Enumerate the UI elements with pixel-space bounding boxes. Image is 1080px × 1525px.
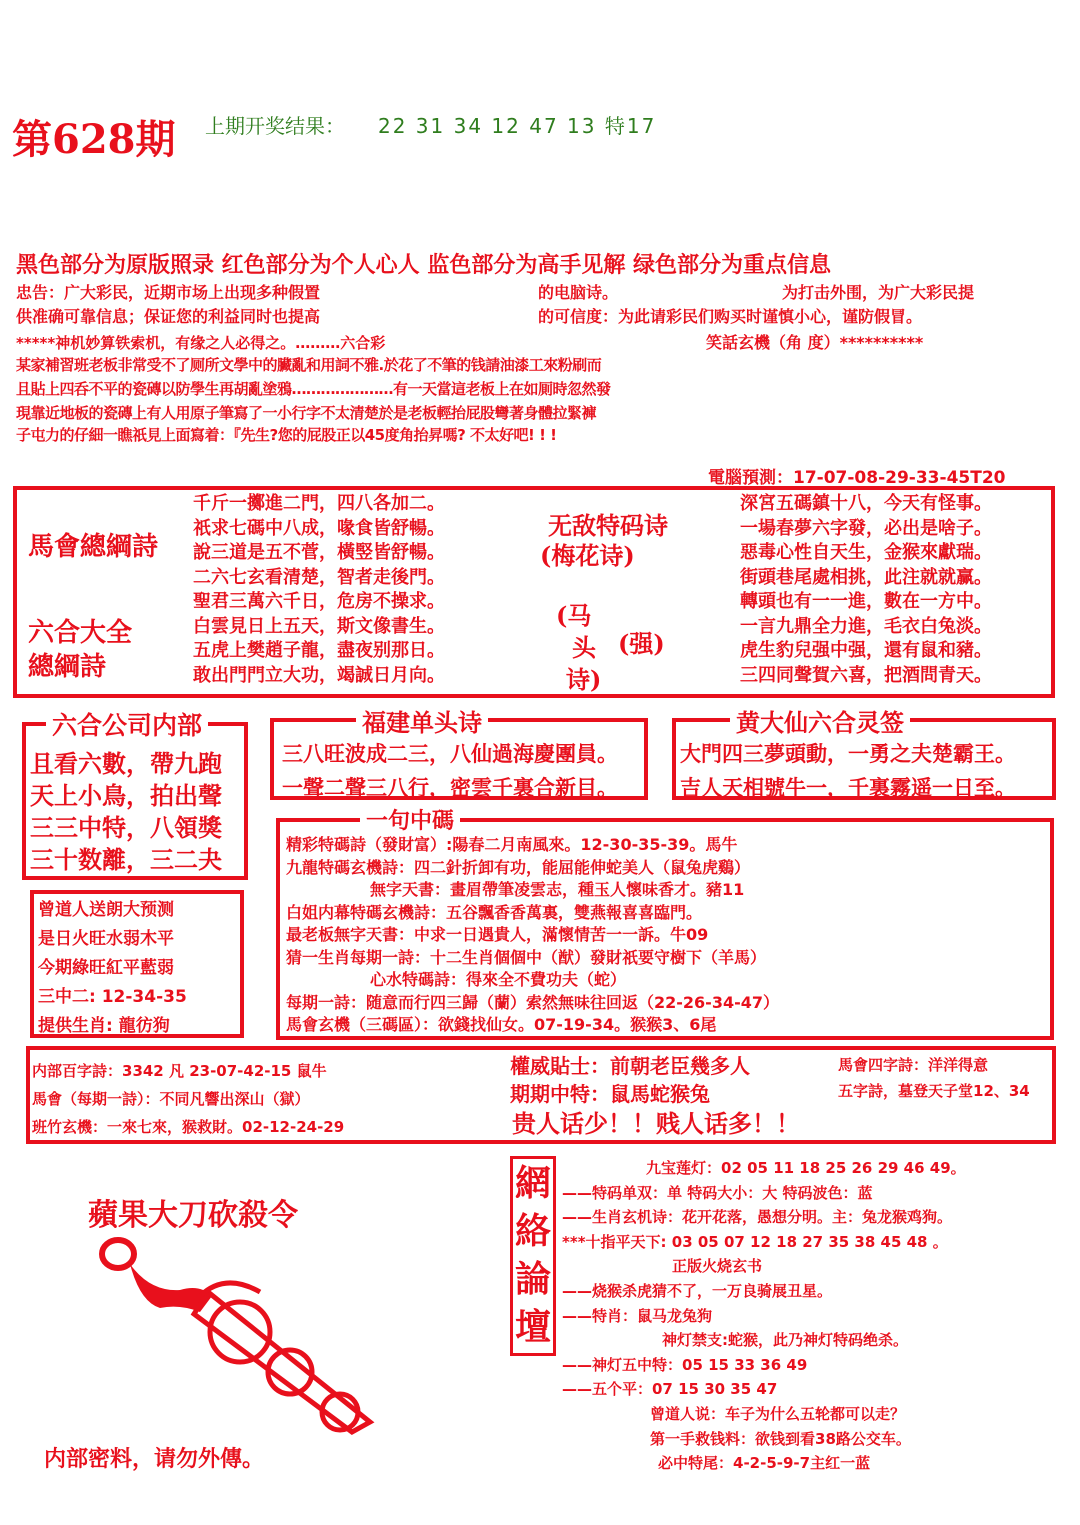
poem-line: 深宮五碼鎮十八，今天有怪事。	[740, 493, 992, 514]
forum-line: 正版火烧玄书	[672, 1257, 763, 1276]
poem-line: 三四同聲賀六喜，把酒問青天。	[740, 664, 992, 686]
forum-line: 第一手救钱料：欲钱到看38路公交车。	[650, 1429, 911, 1448]
forum-line: ——特肖：鼠马龙兔狗	[562, 1306, 713, 1325]
joke-line: 子屯力的仔細一瞧祇見上面寫着：『先生?您的屁股正以45度角抬昇嗎? 不太好吧! ! !	[16, 426, 557, 444]
company-line: 且看六數，帶九跑	[30, 749, 222, 778]
joke-line: 某家補習班老板非常受不了厕所文學中的臟亂和用詞不雅.於花了不筆的钱請油漆工來粉刷而	[16, 356, 602, 374]
forum-vertical-text: 網絡論壇	[514, 1162, 551, 1348]
daoren-line: 三中二: 12-34-35	[38, 987, 187, 1007]
one-sentence-line: 無字天書：畫眉帶筆凌雲志，種玉人懷味香才。豬11	[370, 880, 745, 899]
huang-line: 吉人天相號牛一，千裏霧遥一日至。	[680, 776, 1016, 800]
internal-note: 内部密料，请勿外傳。	[44, 1446, 265, 1472]
joke-header-right: 笑話玄機（角 度）**********	[706, 333, 924, 352]
liuhe-poem-label-1: 六合大全	[28, 618, 133, 648]
last-result-label: 上期开奖结果：	[205, 114, 345, 138]
one-sentence-line: 精彩特碼詩（發財富）:陽春二月南風來。12-30-35-39。馬牛	[286, 835, 738, 854]
forum-line: ——五个平：07 15 30 35 47	[562, 1380, 778, 1399]
joke-line: 現靠近地板的瓷磚上有人用原子筆寫了一小行字不太清楚於是老板輕抬屁股彎著身體拉緊褲	[16, 404, 597, 422]
daoren-line: 提供生肖: 龍彷狗	[38, 1016, 170, 1036]
forum-line: 神灯禁支:蛇猴，此乃神灯特码绝杀。	[662, 1331, 909, 1350]
fujian-line: 一聲二聲三八行，密雲千裏合新目。	[282, 776, 618, 800]
bamboo-mystery: 班竹玄機：一來七來，猴救財。02-12-24-29	[32, 1118, 345, 1136]
huang-title: 黄大仙六合灵签	[730, 703, 910, 738]
invincible-poem-title: 无敌特码诗	[548, 511, 668, 540]
knife-graphic	[90, 1232, 390, 1442]
poem-line: 白雲見日上五天，斯文像書生。	[193, 615, 445, 637]
company-title: 六合公司内部	[46, 706, 208, 742]
apple-title: 蘋果大刀砍殺令	[88, 1198, 298, 1233]
authority-tip: 權威貼士：前朝老臣幾多人	[510, 1054, 750, 1078]
poem-left-column	[193, 492, 445, 688]
poem-line: 一言九鼎全力進，毛衣白兔淡。	[740, 615, 992, 637]
liuhe-poem-label-2: 總綱詩	[28, 652, 107, 682]
notice-line-1b: 的电脑诗。	[538, 283, 619, 302]
color-legend: 黑色部分为原版照录 红色部分为个人心人 监色部分为高手见解 绿色部分为重点信息	[16, 253, 831, 278]
notice-line-1a: 忠告：广大彩民，近期市场上出现多种假置	[16, 283, 321, 302]
one-sentence-line: 心水特碼詩：得來全不費功夫（蛇）	[370, 970, 627, 989]
last-result-numbers: 22 31 34 12 47 13 特17	[378, 114, 657, 138]
slogan: 贵人话少！！贱人话多！！	[512, 1109, 800, 1138]
forum-line: ——烧猴杀虎猜不了，一万良骑展丑星。	[562, 1281, 833, 1300]
one-sentence-lines	[286, 834, 779, 1037]
horse-club-poem: 馬會（每期一詩）：不同凡響出深山（獄）	[32, 1090, 310, 1108]
poem-line: 街頭巷尾處相挑，此注就就赢。	[740, 566, 992, 588]
poem-right-column	[740, 492, 992, 688]
joke-header-left: *****神机妙算铁索机，有缘之人必得之。………六合彩	[16, 334, 386, 352]
one-sentence-line: 最老板無字天書：中求一日遇貴人，滿懷情苦一一訴。牛09	[286, 925, 709, 944]
knife-blade	[194, 1292, 370, 1432]
notice-line-1c: 为打击外围，为广大彩民提	[782, 283, 975, 302]
one-sentence-line: 每期一詩：随意而行四三歸（蘭）索然無味往回返（22-26-34-47）	[286, 992, 779, 1012]
fujian-title: 福建单头诗	[356, 703, 488, 738]
daoren-line: 今期綠旺紅平藍弱	[38, 958, 174, 978]
poem-line: 說三道是五不菅，橫竪皆舒暢。	[193, 542, 445, 563]
notice-line-2a: 供准确可靠信息；保证您的利益同时也提高	[16, 307, 321, 326]
horse-club-poem-label: 馬會總綱詩	[28, 532, 159, 562]
company-lines	[30, 748, 222, 876]
horse-head-c: (强)	[618, 629, 665, 658]
forum-line: ***十指平天下: 03 05 07 12 18 27 35 38 45 48 。	[562, 1232, 948, 1251]
poem-line: 惡毒心性自天生，金猴來獻瑞。	[740, 542, 992, 563]
one-sentence-line: 白姐内幕特碼玄機詩：五谷飄香香萬裏，雙燕報喜喜臨門。	[286, 902, 703, 922]
horse-head-b: 头	[572, 633, 596, 662]
forum-line: ——特码单双：单 特码大小：大 特码波色：蓝	[562, 1183, 873, 1202]
joke-line: 且貼上四呑不平的瓷磚以防學生再胡亂塗鴉…………………有一天當這老板上在如厠時忽然發	[16, 380, 611, 398]
knife-ring	[102, 1240, 134, 1268]
computer-forecast: 電腦預測：17-07-08-29-33-45T20	[708, 468, 1006, 488]
poem-line: 五虎上樊趙子龍，盡夜别那日。	[193, 640, 445, 661]
company-line: 天上小鳥，拍出聲	[30, 781, 222, 810]
daoren-title: 曾道人送朗大预测	[38, 900, 174, 920]
horse-head-d: 诗)	[566, 665, 602, 694]
forum-line: ——神灯五中特：05 15 33 36 49	[562, 1355, 808, 1374]
horse-head-a: (马	[556, 601, 592, 630]
poem-line: 虎生豹兒强中强，還有鼠和豬。	[740, 640, 992, 661]
five-char-poem: 五字詩，墓登天子堂12、34	[838, 1082, 1030, 1100]
daoren-lines	[38, 896, 187, 1041]
company-line: 三三中特，八領獎	[30, 813, 222, 842]
each-period-special: 期期中特：鼠馬蛇猴兔	[510, 1082, 710, 1106]
four-char-poem: 馬會四字詩：洋洋得意	[838, 1056, 989, 1074]
poem-line: 一場春夢六字發，必出是啥子。	[740, 517, 992, 539]
one-sentence-line: 馬會玄機（三碼區）：欲錢找仙女。07-19-34。猴猴3、6尾	[286, 1015, 717, 1034]
forum-line: 九宝莲灯：02 05 11 18 25 26 29 46 49。	[646, 1159, 966, 1177]
one-sentence-line: 九龍特碼玄機詩：四二針折卸有功，能屈能伸蛇美人（鼠兔虎鷄）	[286, 857, 751, 877]
forum-line: ——生肖玄机诗：花开花落，愚想分明。主：兔龙猴鸡狗。	[562, 1208, 953, 1227]
poem-line: 轉頭也有一一進，數在一方中。	[740, 591, 992, 612]
forum-line: 曾道人说：车子为什么五轮都可以走？	[650, 1404, 906, 1423]
forum-lines	[562, 1156, 966, 1476]
daoren-line: 是日火旺水弱木平	[38, 929, 174, 949]
hundred-char-poem: 内部百字詩：3342 凡 23-07-42-15 鼠牛	[32, 1062, 327, 1080]
one-sentence-title: 一句中碼	[360, 804, 460, 835]
poem-line: 祇求七碼中八成，喙食皆舒暢。	[193, 517, 445, 539]
poem-line: 二六七玄看清楚，智者走後門。	[193, 566, 445, 588]
poem-line: 聖君三萬六千日，危房不操求。	[193, 591, 445, 612]
forum-line: 必中特尾：4-2-5-9-7主红一蓝	[658, 1454, 871, 1473]
notice-line-2b: 的可信度：为此请彩民们购买时谨慎小心，谨防假冒。	[538, 307, 923, 326]
company-line: 三十数離，三二夬	[30, 845, 222, 874]
plum-poem-title: (梅花诗)	[540, 541, 635, 570]
one-sentence-line: 猜一生肖每期一詩：十二生肖個個中（猷）發財祇要守樹下（羊馬）	[286, 947, 767, 967]
issue-number: 第628期	[12, 116, 176, 163]
poem-line: 敢出門門立大功，竭誠日月向。	[193, 664, 445, 686]
poem-line: 千斤一擲進二門，四八各加二。	[193, 493, 445, 514]
huang-line: 大門四三夢頭動，一勇之夫楚霸王。	[680, 742, 1016, 766]
forum-vertical-title	[510, 1156, 556, 1356]
fujian-line: 三八旺波成二三，八仙過海慶團員。	[282, 742, 618, 766]
